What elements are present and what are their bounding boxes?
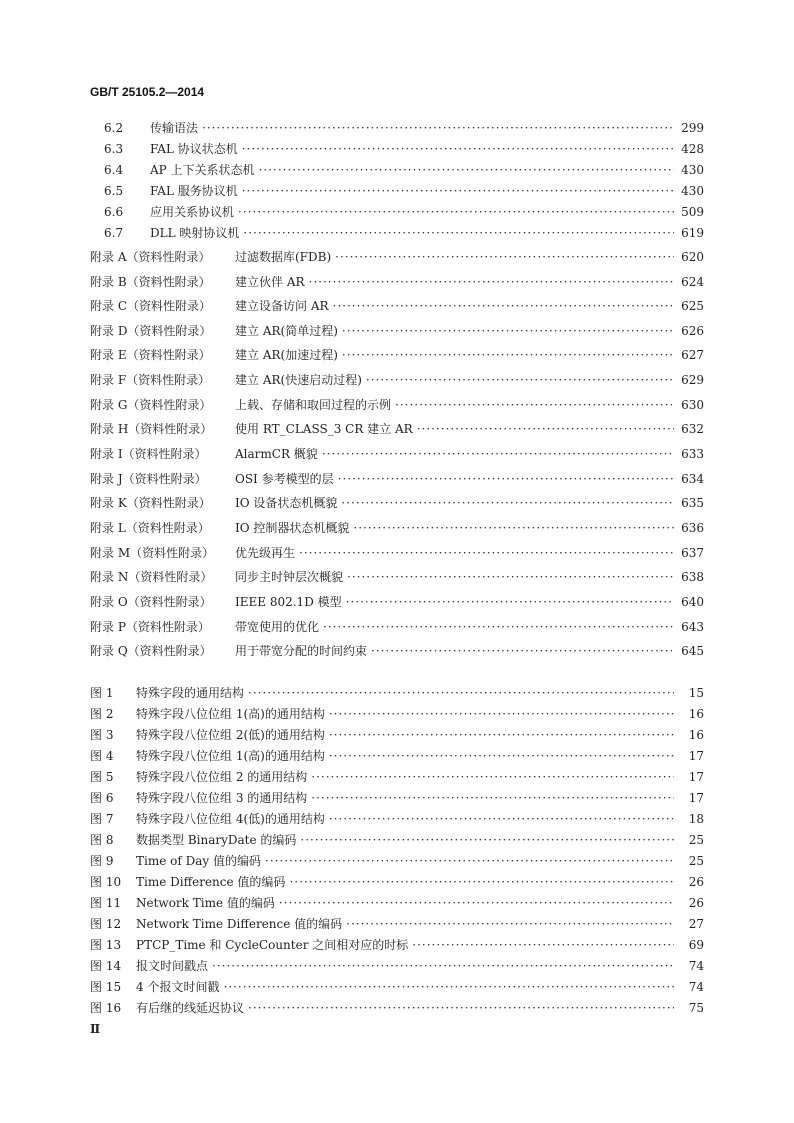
dot-leader — [347, 568, 674, 586]
dot-leader — [311, 789, 674, 807]
appendix-page: 620 — [681, 250, 704, 264]
figure-page: 69 — [688, 938, 704, 952]
toc-appendix-entry[interactable] — [90, 494, 704, 512]
appendix-number: 附录 J（资料性附录） — [90, 472, 207, 486]
toc-figure-entry[interactable] — [90, 852, 704, 870]
figure-number: 图 9 — [90, 854, 114, 868]
appendix-number: 附录 H（资料性附录） — [90, 422, 213, 436]
appendix-title: 上载、存储和取回过程的示例 — [235, 398, 392, 412]
appendix-number: 附录 N（资料性附录） — [90, 570, 213, 584]
figure-number: 图 14 — [90, 959, 122, 973]
entry-page: 430 — [681, 163, 704, 177]
dot-leader — [329, 810, 674, 828]
toc-entry[interactable] — [90, 182, 704, 200]
appendix-title: 建立设备访问 AR — [235, 299, 329, 313]
appendix-number: 附录 Q（资料性附录） — [90, 644, 212, 658]
figure-number: 图 6 — [90, 791, 114, 805]
dot-leader — [202, 119, 674, 137]
entry-title: 传输语法 — [150, 121, 199, 135]
figure-title: 特殊字段八位位组 4(低)的通用结构 — [136, 812, 325, 826]
entry-number: 6.2 — [104, 121, 124, 135]
appendix-page: 625 — [681, 299, 704, 313]
entry-page: 428 — [681, 142, 704, 156]
dot-leader — [338, 470, 674, 488]
dot-leader — [242, 182, 674, 200]
dot-leader — [353, 519, 674, 537]
appendix-title: 使用 RT_CLASS_3 CR 建立 AR — [235, 422, 413, 436]
appendix-title: IEEE 802.1D 模型 — [235, 595, 342, 609]
figure-page: 25 — [688, 854, 704, 868]
toc-appendix-entry[interactable] — [90, 396, 704, 414]
figure-page: 74 — [688, 980, 704, 994]
dot-leader — [238, 203, 674, 221]
appendix-page: 635 — [681, 496, 704, 510]
appendix-number: 附录 G（资料性附录） — [90, 398, 212, 412]
dot-leader — [417, 420, 674, 438]
standard-id-header: GB/T 25105.2—2014 — [90, 85, 205, 99]
toc-appendix-entry[interactable] — [90, 248, 704, 266]
toc-appendix-entry[interactable] — [90, 420, 704, 438]
entry-page: 509 — [681, 205, 704, 219]
toc-appendix-entry[interactable] — [90, 297, 704, 315]
toc-appendix-entry[interactable] — [90, 273, 704, 291]
figure-number: 图 1 — [90, 686, 114, 700]
dot-leader — [335, 248, 674, 266]
appendix-number: 附录 K（资料性附录） — [90, 496, 211, 510]
figure-page: 16 — [688, 707, 704, 721]
dot-leader — [322, 445, 674, 463]
entry-number: 6.6 — [104, 205, 124, 219]
entry-number: 6.7 — [104, 226, 124, 240]
appendix-number: 附录 L（资料性附录） — [90, 521, 210, 535]
dot-leader — [212, 957, 674, 975]
figure-page: 27 — [688, 917, 704, 931]
dot-leader — [289, 873, 674, 891]
toc-entry[interactable] — [90, 203, 704, 221]
dot-leader — [342, 322, 674, 340]
figure-page: 17 — [688, 749, 704, 763]
page-number: Ⅱ — [90, 1022, 101, 1036]
toc-appendix-entry[interactable] — [90, 371, 704, 389]
appendix-title: OSI 参考模型的层 — [235, 472, 334, 486]
figure-title: Time of Day 值的编码 — [136, 854, 261, 868]
toc-figure-entry[interactable] — [90, 873, 704, 891]
figure-title: 特殊字段八位位组 2(低)的通用结构 — [136, 728, 325, 742]
appendix-title: 建立 AR(快速启动过程) — [235, 373, 362, 387]
figure-number: 图 4 — [90, 749, 114, 763]
figure-title: 4 个报文时间戳 — [136, 980, 220, 994]
figure-title: Network Time 值的编码 — [136, 896, 275, 910]
appendix-page: 640 — [681, 595, 704, 609]
toc-figure-entry[interactable] — [90, 705, 704, 723]
toc-figure-entry[interactable] — [90, 915, 704, 933]
appendix-title: 用于带宽分配的时间约束 — [235, 644, 368, 658]
toc-appendix-entry[interactable] — [90, 618, 704, 636]
appendix-number: 附录 P（资料性附录） — [90, 620, 210, 634]
figure-title: 特殊字段的通用结构 — [136, 686, 245, 700]
figure-title: Time Difference 值的编码 — [136, 875, 286, 889]
figure-page: 15 — [688, 686, 704, 700]
appendix-title: 建立 AR(简单过程) — [235, 324, 338, 338]
dot-leader — [395, 396, 674, 414]
appendix-page: 627 — [681, 348, 704, 362]
figure-page: 17 — [688, 770, 704, 784]
appendix-number: 附录 D（资料性附录） — [90, 324, 212, 338]
dot-leader — [279, 894, 674, 912]
figure-number: 图 2 — [90, 707, 114, 721]
dot-leader — [243, 224, 674, 242]
appendix-page: 633 — [681, 447, 704, 461]
appendix-title: 优先级再生 — [235, 546, 296, 560]
appendix-title: 同步主时钟层次概貌 — [235, 570, 344, 584]
dot-leader — [329, 747, 674, 765]
toc-appendix-entry[interactable] — [90, 593, 704, 611]
appendix-page: 643 — [681, 620, 704, 634]
appendix-page: 636 — [681, 521, 704, 535]
figure-page: 75 — [688, 1001, 704, 1015]
figure-title: 有后继的线延迟协议 — [136, 1001, 245, 1015]
appendix-title: IO 设备状态机概貌 — [235, 496, 338, 510]
appendix-page: 624 — [681, 275, 704, 289]
figure-title: 特殊字段八位位组 1(高)的通用结构 — [136, 749, 325, 763]
figure-number: 图 10 — [90, 875, 122, 889]
appendix-number: 附录 F（资料性附录） — [90, 373, 211, 387]
appendix-page: 638 — [681, 570, 704, 584]
toc-figure-entry[interactable] — [90, 810, 704, 828]
figure-page: 26 — [688, 896, 704, 910]
dot-leader — [259, 161, 674, 179]
entry-title: FAL 服务协议机 — [150, 184, 238, 198]
dot-leader — [341, 494, 674, 512]
figure-title: 特殊字段八位位组 3 的通用结构 — [136, 791, 308, 805]
toc-appendix-entry[interactable] — [90, 470, 704, 488]
figure-page: 25 — [688, 833, 704, 847]
appendix-number: 附录 A（资料性附录） — [90, 250, 211, 264]
entry-title: FAL 协议状态机 — [150, 142, 238, 156]
entry-page: 430 — [681, 184, 704, 198]
dot-leader — [248, 999, 674, 1017]
dot-leader — [223, 978, 674, 996]
dot-leader — [299, 544, 674, 562]
appendix-number: 附录 O（资料性附录） — [90, 595, 212, 609]
figure-page: 16 — [688, 728, 704, 742]
dot-leader — [371, 642, 674, 660]
toc-figure-entry[interactable] — [90, 831, 704, 849]
figure-title: 特殊字段八位位组 2 的通用结构 — [136, 770, 308, 784]
toc-figure-entry[interactable] — [90, 726, 704, 744]
dot-leader — [346, 593, 674, 611]
toc-entry[interactable] — [90, 224, 704, 242]
dot-leader — [329, 726, 674, 744]
toc-figure-entry[interactable] — [90, 894, 704, 912]
appendix-title: IO 控制器状态机概貌 — [235, 521, 350, 535]
dot-leader — [342, 346, 674, 364]
toc-figure-entry[interactable] — [90, 957, 704, 975]
toc-appendix-entry[interactable] — [90, 642, 704, 660]
toc-appendix-entry[interactable] — [90, 346, 704, 364]
appendix-title: 建立伙伴 AR — [235, 275, 305, 289]
figure-title: 数据类型 BinaryDate 的编码 — [136, 833, 297, 847]
figure-number: 图 11 — [90, 896, 122, 910]
dot-leader — [412, 936, 674, 954]
toc-figure-entry[interactable] — [90, 768, 704, 786]
appendix-page: 630 — [681, 398, 704, 412]
dot-leader — [309, 273, 674, 291]
dot-leader — [333, 297, 674, 315]
figure-number: 图 3 — [90, 728, 114, 742]
entry-title: DLL 映射协议机 — [150, 226, 240, 240]
appendix-number: 附录 C（资料性附录） — [90, 299, 211, 313]
figure-number: 图 13 — [90, 938, 122, 952]
appendix-number: 附录 I（资料性附录） — [90, 447, 207, 461]
appendix-page: 629 — [681, 373, 704, 387]
appendix-title: 带宽使用的优化 — [235, 620, 320, 634]
toc-figure-entry[interactable] — [90, 999, 704, 1017]
dot-leader — [329, 705, 674, 723]
entry-number: 6.4 — [104, 163, 124, 177]
dot-leader — [323, 618, 674, 636]
entry-title: AP 上下关系状态机 — [150, 163, 255, 177]
entry-number: 6.5 — [104, 184, 124, 198]
dot-leader — [242, 140, 674, 158]
appendix-number: 附录 E（资料性附录） — [90, 348, 211, 362]
appendix-page: 634 — [681, 472, 704, 486]
toc-figure-entry[interactable] — [90, 789, 704, 807]
toc-appendix-entry[interactable] — [90, 445, 704, 463]
dot-leader — [248, 684, 674, 702]
figure-page: 17 — [688, 791, 704, 805]
figure-page: 26 — [688, 875, 704, 889]
figure-title: 报文时间戳点 — [136, 959, 209, 973]
figure-number: 图 7 — [90, 812, 114, 826]
toc-entry[interactable] — [90, 140, 704, 158]
dot-leader — [366, 371, 674, 389]
toc-appendix-entry[interactable] — [90, 322, 704, 340]
figure-number: 图 5 — [90, 770, 114, 784]
figure-title: PTCP_Time 和 CycleCounter 之间相对应的时标 — [136, 938, 409, 952]
entry-page: 619 — [681, 226, 704, 240]
figure-title: Network Time Difference 值的编码 — [136, 917, 343, 931]
appendix-title: 过滤数据库(FDB) — [235, 250, 332, 264]
toc-figure-entry[interactable] — [90, 978, 704, 996]
toc-appendix-entry[interactable] — [90, 568, 704, 586]
appendix-page: 626 — [681, 324, 704, 338]
figure-page: 18 — [688, 812, 704, 826]
dot-leader — [265, 852, 674, 870]
toc-figure-entry[interactable] — [90, 747, 704, 765]
toc-entry[interactable] — [90, 161, 704, 179]
toc-figure-entry[interactable] — [90, 684, 704, 702]
entry-title: 应用关系协议机 — [150, 205, 235, 219]
toc-appendix-entry[interactable] — [90, 519, 704, 537]
dot-leader — [311, 768, 674, 786]
entry-page: 299 — [681, 121, 704, 135]
figure-number: 图 15 — [90, 980, 122, 994]
appendix-page: 632 — [681, 422, 704, 436]
appendix-page: 637 — [681, 546, 704, 560]
appendix-number: 附录 M（资料性附录） — [90, 546, 215, 560]
dot-leader — [346, 915, 674, 933]
appendix-title: AlarmCR 概貌 — [235, 447, 318, 461]
toc-entry[interactable] — [90, 119, 704, 137]
appendix-number: 附录 B（资料性附录） — [90, 275, 211, 289]
figure-number: 图 16 — [90, 1001, 122, 1015]
appendix-title: 建立 AR(加速过程) — [235, 348, 338, 362]
figure-page: 74 — [688, 959, 704, 973]
dot-leader — [300, 831, 674, 849]
figure-number: 图 8 — [90, 833, 114, 847]
toc-figure-entry[interactable] — [90, 936, 704, 954]
figure-title: 特殊字段八位位组 1(高)的通用结构 — [136, 707, 325, 721]
figure-number: 图 12 — [90, 917, 122, 931]
entry-number: 6.3 — [104, 142, 124, 156]
toc-appendix-entry[interactable] — [90, 544, 704, 562]
appendix-page: 645 — [681, 644, 704, 658]
